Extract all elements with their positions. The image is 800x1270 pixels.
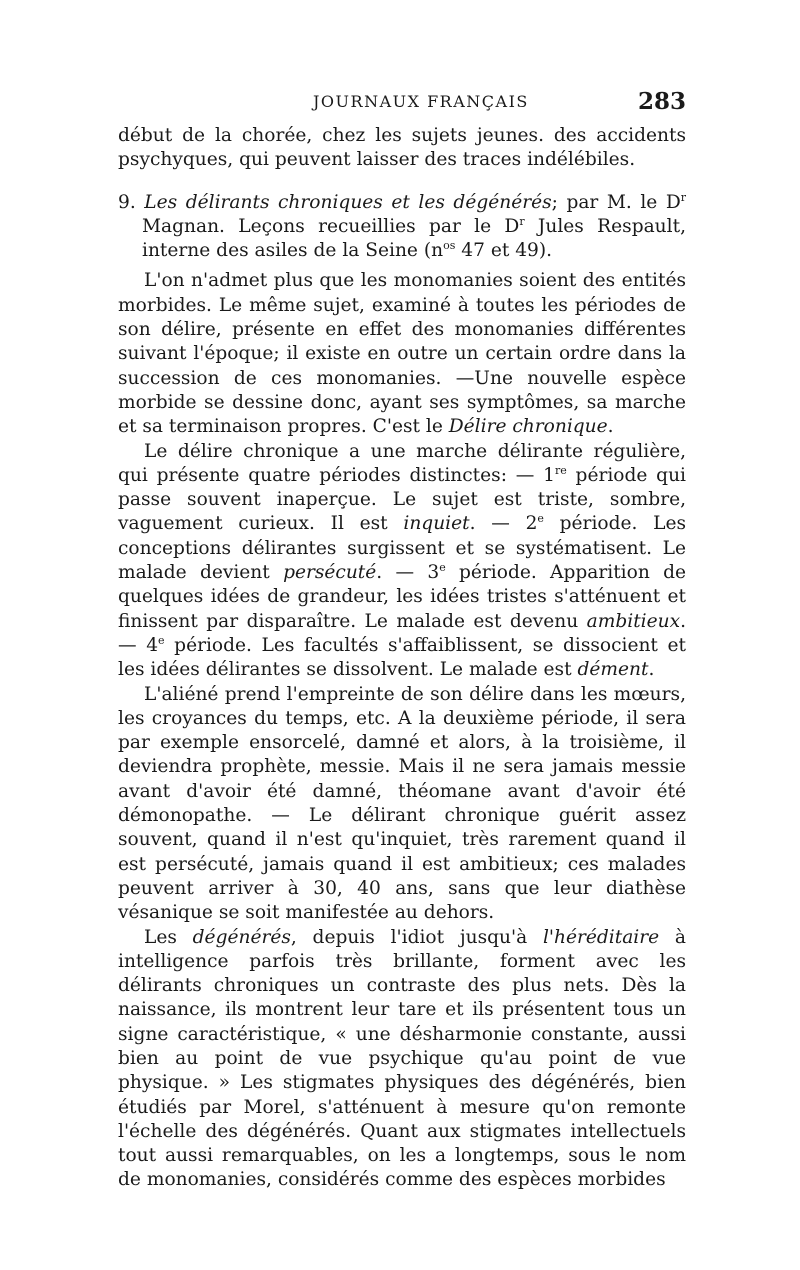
paragraph: Le délire chronique a une marche délirante régulière, qui présente quatre périodes distinctes: — 1re période qui passe souvent inaperçue. Le sujet est triste, sombre, vaguement curieux. Il est inquiet. — 2e période. Les conceptions délirantes surgissent et se systématisent. Le malade devient persécuté. — 3e période. Apparition de quelques idées de grandeur, les idées tristes s'atténuent et finissent par disparaître. Le malade est devenu ambitieux. — 4e période. Les facultés s'affaiblissent, se dissocient et les idées délirantes se dissolvent. Le malade est dément. — [118, 440, 687, 681]
bibliography-item: 9. Les délirants chroniques et les dégénérés; par M. le $D^r$ Magnan. Leçons recueillies par le $D^r$ Jules Respault, interne des asiles de la Seine ($n^{os}$ 47 et 49). — [118, 190, 686, 262]
paragraph: L'on n'admet plus que les monomanies soient des entités morbides. Le même sujet, examiné à toutes les périodes de son délire, présente en effet des monomanies différentes suivant l'époque; il existe en outre un certain ordre dans la succession de ces monomanies. —Une nouvelle espèce morbide se dessine donc, ayant ses symptômes, sa marche et sa terminaison propres. C'est le Délire chronique. — [118, 270, 686, 438]
paragraph-continuation: début de la chorée, chez les sujets jeunes. des accidents psychyques, qui peuvent laisser des traces indélébiles. — [118, 125, 686, 171]
paragraph: Les dégénérés, depuis l'idiot jusqu'à l'héréditaire à intelligence parfois très brillante, forment avec les délirants chroniques un contraste des plus nets. Dès la naissance, ils montrent leur tare et ils présentent tous un signe caractéristique, « une désharmonie constante, aussi bien au point de vue psychique qu'au point de vue physique. » Les stigmates physiques des dégénérés, bien étudiés par Morel, s'atténuent à mesure qu'on remonte l'échelle des dégénérés. Quant aux stigmates intellectuels tout aussi remarquables, on les a longtemps, sous le nom de monomanies, considérés comme des espèces morbides — [118, 926, 686, 1191]
body-text — [118, 124, 686, 1193]
page-number: 283 — [637, 88, 686, 115]
item-title: Les délirants chroniques et les dégénérés — [144, 191, 552, 213]
page-header — [118, 88, 686, 122]
running-title: JOURNAUX FRANÇAIS — [313, 92, 529, 111]
paragraph: L'aliéné prend l'empreinte de son délire dans les mœurs, les croyances du temps, etc. A la deuxième période, il sera par exemple ensorcelé, damné et alors, à la troisième, il deviendra prophète, messie. Mais il ne sera jamais messie avant d'avoir été damné, théomane avant d'avoir été démonopathe. — Le délirant chronique guérit assez souvent, quand il n'est qu'inquiet, très rarement quand il est persécuté, jamais quand il est ambitieux; ces malades peuvent arriver à 30, 40 ans, sans que leur diathèse vésanique se soit manifestée au dehors. — [118, 683, 686, 924]
